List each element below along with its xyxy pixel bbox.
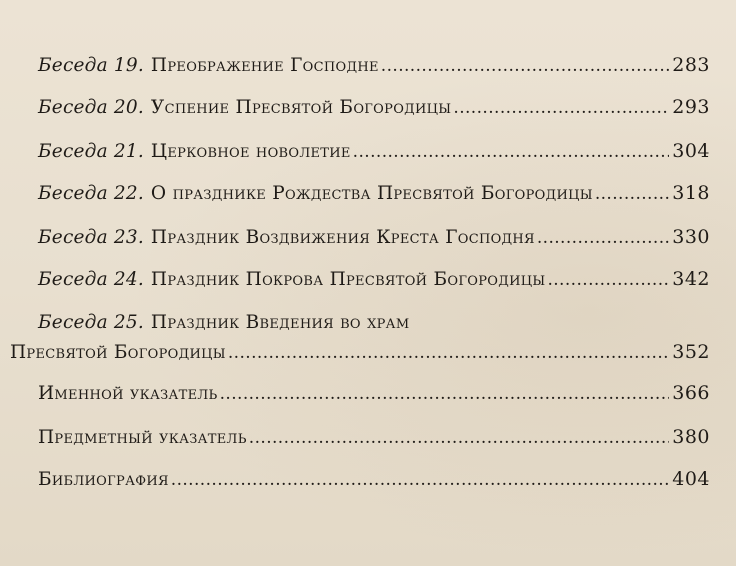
toc-page-number: 318 (672, 182, 710, 204)
toc-title: Праздник Введения во храм (150, 312, 410, 333)
toc-page-number: 293 (672, 96, 710, 118)
toc-entry-name-index (0, 378, 736, 412)
toc-entry-23 (0, 222, 736, 256)
dot-leader (453, 98, 669, 118)
toc-title: Библиография (38, 469, 169, 490)
toc-page-number: 304 (672, 140, 710, 162)
toc-line (38, 268, 710, 298)
toc-prefix: Беседа 19. (38, 55, 144, 76)
toc-line (38, 312, 409, 342)
toc-prefix: Беседа 23. (38, 227, 144, 248)
dot-leader (249, 428, 669, 448)
toc-page-number: 404 (672, 468, 710, 490)
toc-page-number: 352 (672, 341, 710, 363)
toc-entry-24 (0, 264, 736, 298)
toc-entry-25 (0, 308, 736, 368)
dot-leader (381, 56, 669, 76)
toc-line (38, 382, 710, 412)
toc-line (38, 226, 710, 256)
dot-leader (228, 343, 669, 363)
toc-title: Праздник Покрова Пресвятой Богородицы (150, 269, 546, 290)
dot-leader (220, 384, 670, 404)
toc-prefix: Беседа 25. (38, 312, 144, 333)
toc-title: Предметный указатель (38, 427, 247, 448)
toc-prefix: Беседа 21. (38, 141, 144, 162)
toc-page-number: 330 (672, 226, 710, 248)
toc-page-number: 366 (672, 382, 710, 404)
toc-line (38, 426, 710, 456)
toc-line-continued (10, 341, 710, 371)
toc-page-number: 380 (672, 426, 710, 448)
toc-line (38, 468, 710, 498)
toc-title: Праздник Воздвижения Креста Господня (150, 227, 535, 248)
toc-prefix: Беседа 24. (38, 269, 144, 290)
toc-title: Церковное новолетие (150, 141, 351, 162)
dot-leader (171, 470, 669, 490)
toc-entry-21 (0, 136, 736, 170)
toc-line (38, 54, 710, 84)
toc-title-continued: Пресвятой Богородицы (10, 342, 226, 363)
dot-leader (547, 270, 669, 290)
toc-entry-20 (0, 92, 736, 126)
toc-page-number: 342 (672, 268, 710, 290)
dot-leader (353, 142, 670, 162)
toc-title: Успение Пресвятой Богородицы (150, 97, 452, 118)
toc-line (38, 140, 710, 170)
toc-page-number: 283 (672, 54, 710, 76)
toc-title: Преображение Господне (150, 55, 379, 76)
dot-leader (595, 184, 669, 204)
toc-title: Именной указатель (38, 383, 218, 404)
dot-leader (537, 228, 669, 248)
toc-entry-22 (0, 178, 736, 212)
toc-entry-subject-index (0, 422, 736, 456)
toc-prefix: Беседа 20. (38, 97, 144, 118)
toc-line (38, 182, 710, 212)
toc-prefix: Беседа 22. (38, 183, 144, 204)
toc-title: О празднике Рождества Пресвятой Богородицы (150, 183, 593, 204)
toc-line (38, 96, 710, 126)
toc-entry-19 (0, 50, 736, 84)
toc-entry-bibliography (0, 464, 736, 498)
